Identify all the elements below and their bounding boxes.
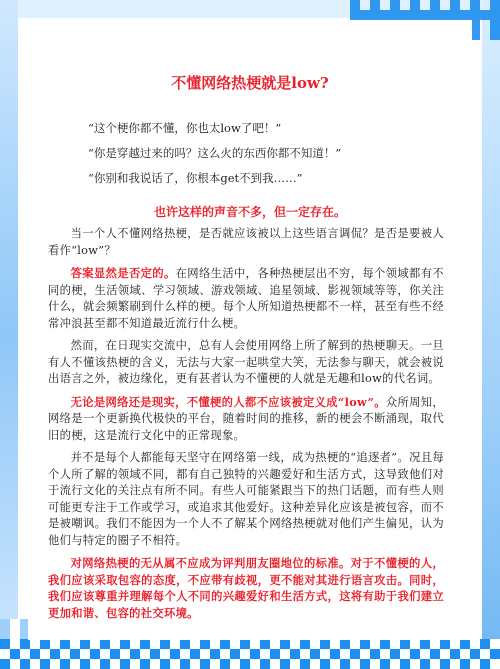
paragraph-4-highlight: 无论是网络还是现实，不懂梗的人都不应该被定义成“low”。 bbox=[70, 394, 386, 409]
paragraph-4-text: 众所周知，网络是一个更新换代极快的平台，随着时间的推移，新的梗会不断涌现，取代旧的梗，这是流行文化中的正常现象。 bbox=[48, 395, 444, 442]
quote-item: “你别和我说话了，你根本get不到我……” bbox=[88, 171, 303, 185]
paragraph-2-highlight: 答案显然是否定的。 bbox=[70, 266, 176, 280]
quote-item: “这个梗你都不懂，你也太low了吧！” bbox=[88, 121, 282, 135]
decorative-frame-right bbox=[482, 0, 500, 669]
article-subtitle: 也许这样的声音不多，但一定存在。 bbox=[153, 205, 346, 219]
article-body bbox=[48, 226, 444, 627]
article-title: 不懂网络热梗就是low? bbox=[171, 74, 329, 92]
checker-pattern-bottom bbox=[0, 639, 500, 669]
quote-list bbox=[88, 116, 428, 191]
paragraph-4 bbox=[48, 394, 444, 445]
paragraph-2-text: 在网络生活中，各种热梗层出不穷，每个领域都有不同的梗，生活领域、学习领域、游戏领域、追星领域、影视领域等等，你关注什么，就会频繁刷到什么样的梗。每个人所知道热梗都不一样，甚至有些不经常冲浪甚至都不知道最近流行什么梗。 bbox=[48, 267, 445, 330]
decorative-frame-left bbox=[0, 0, 18, 669]
paragraph-5: 并不是每个人都能每天坚守在网络第一线，成为热梗的“追逐者”。况且每个人所了解的领域不同，都有自己独特的兴趣爱好和生活方式，这导致他们对于流行文化的关注点有所不同。有些人可能紧跟当下的热门话题，而有些人则可能更专注于工作或学习，或追求其他爱好。这种差异化应该是被包容，而不是被嘲讽。我们不能因为一个人不了解某个网络热梗就对他们产生偏见，认为他们与特定的圈子不相符。 bbox=[48, 451, 444, 547]
paragraph-2 bbox=[48, 265, 444, 332]
paragraph-6-conclusion: 对网络热梗的无从属不应成为评判朋友圈地位的标准。对于不懂梗的人，我们应该采取包容的态度，不应带有歧视，更不能对其进行语言攻击。同时，我们应该尊重并理解每个人不同的兴趣爱好和生活方式，这将有助于我们建立更加和谐、包容的社交环境。 bbox=[48, 556, 444, 620]
quote-item: “你是穿越过来的吗？这么火的东西你都不知道！” bbox=[88, 146, 342, 160]
paragraph-1: 当一个人不懂网络热梗，是否就应该被以上这些语言调侃？是否是要被人看作“low”？ bbox=[48, 227, 444, 257]
paragraph-3: 然而，在日现实交流中，总有人会使用网络上所了解到的热梗聊天。一旦有人不懂该热梗的含义，无法与大家一起哄堂大笑，无法参与聊天，就会被说出语言之外，被边缘化，更有甚者认为不懂梗的人就是无趣和low的代名词。 bbox=[48, 339, 444, 385]
